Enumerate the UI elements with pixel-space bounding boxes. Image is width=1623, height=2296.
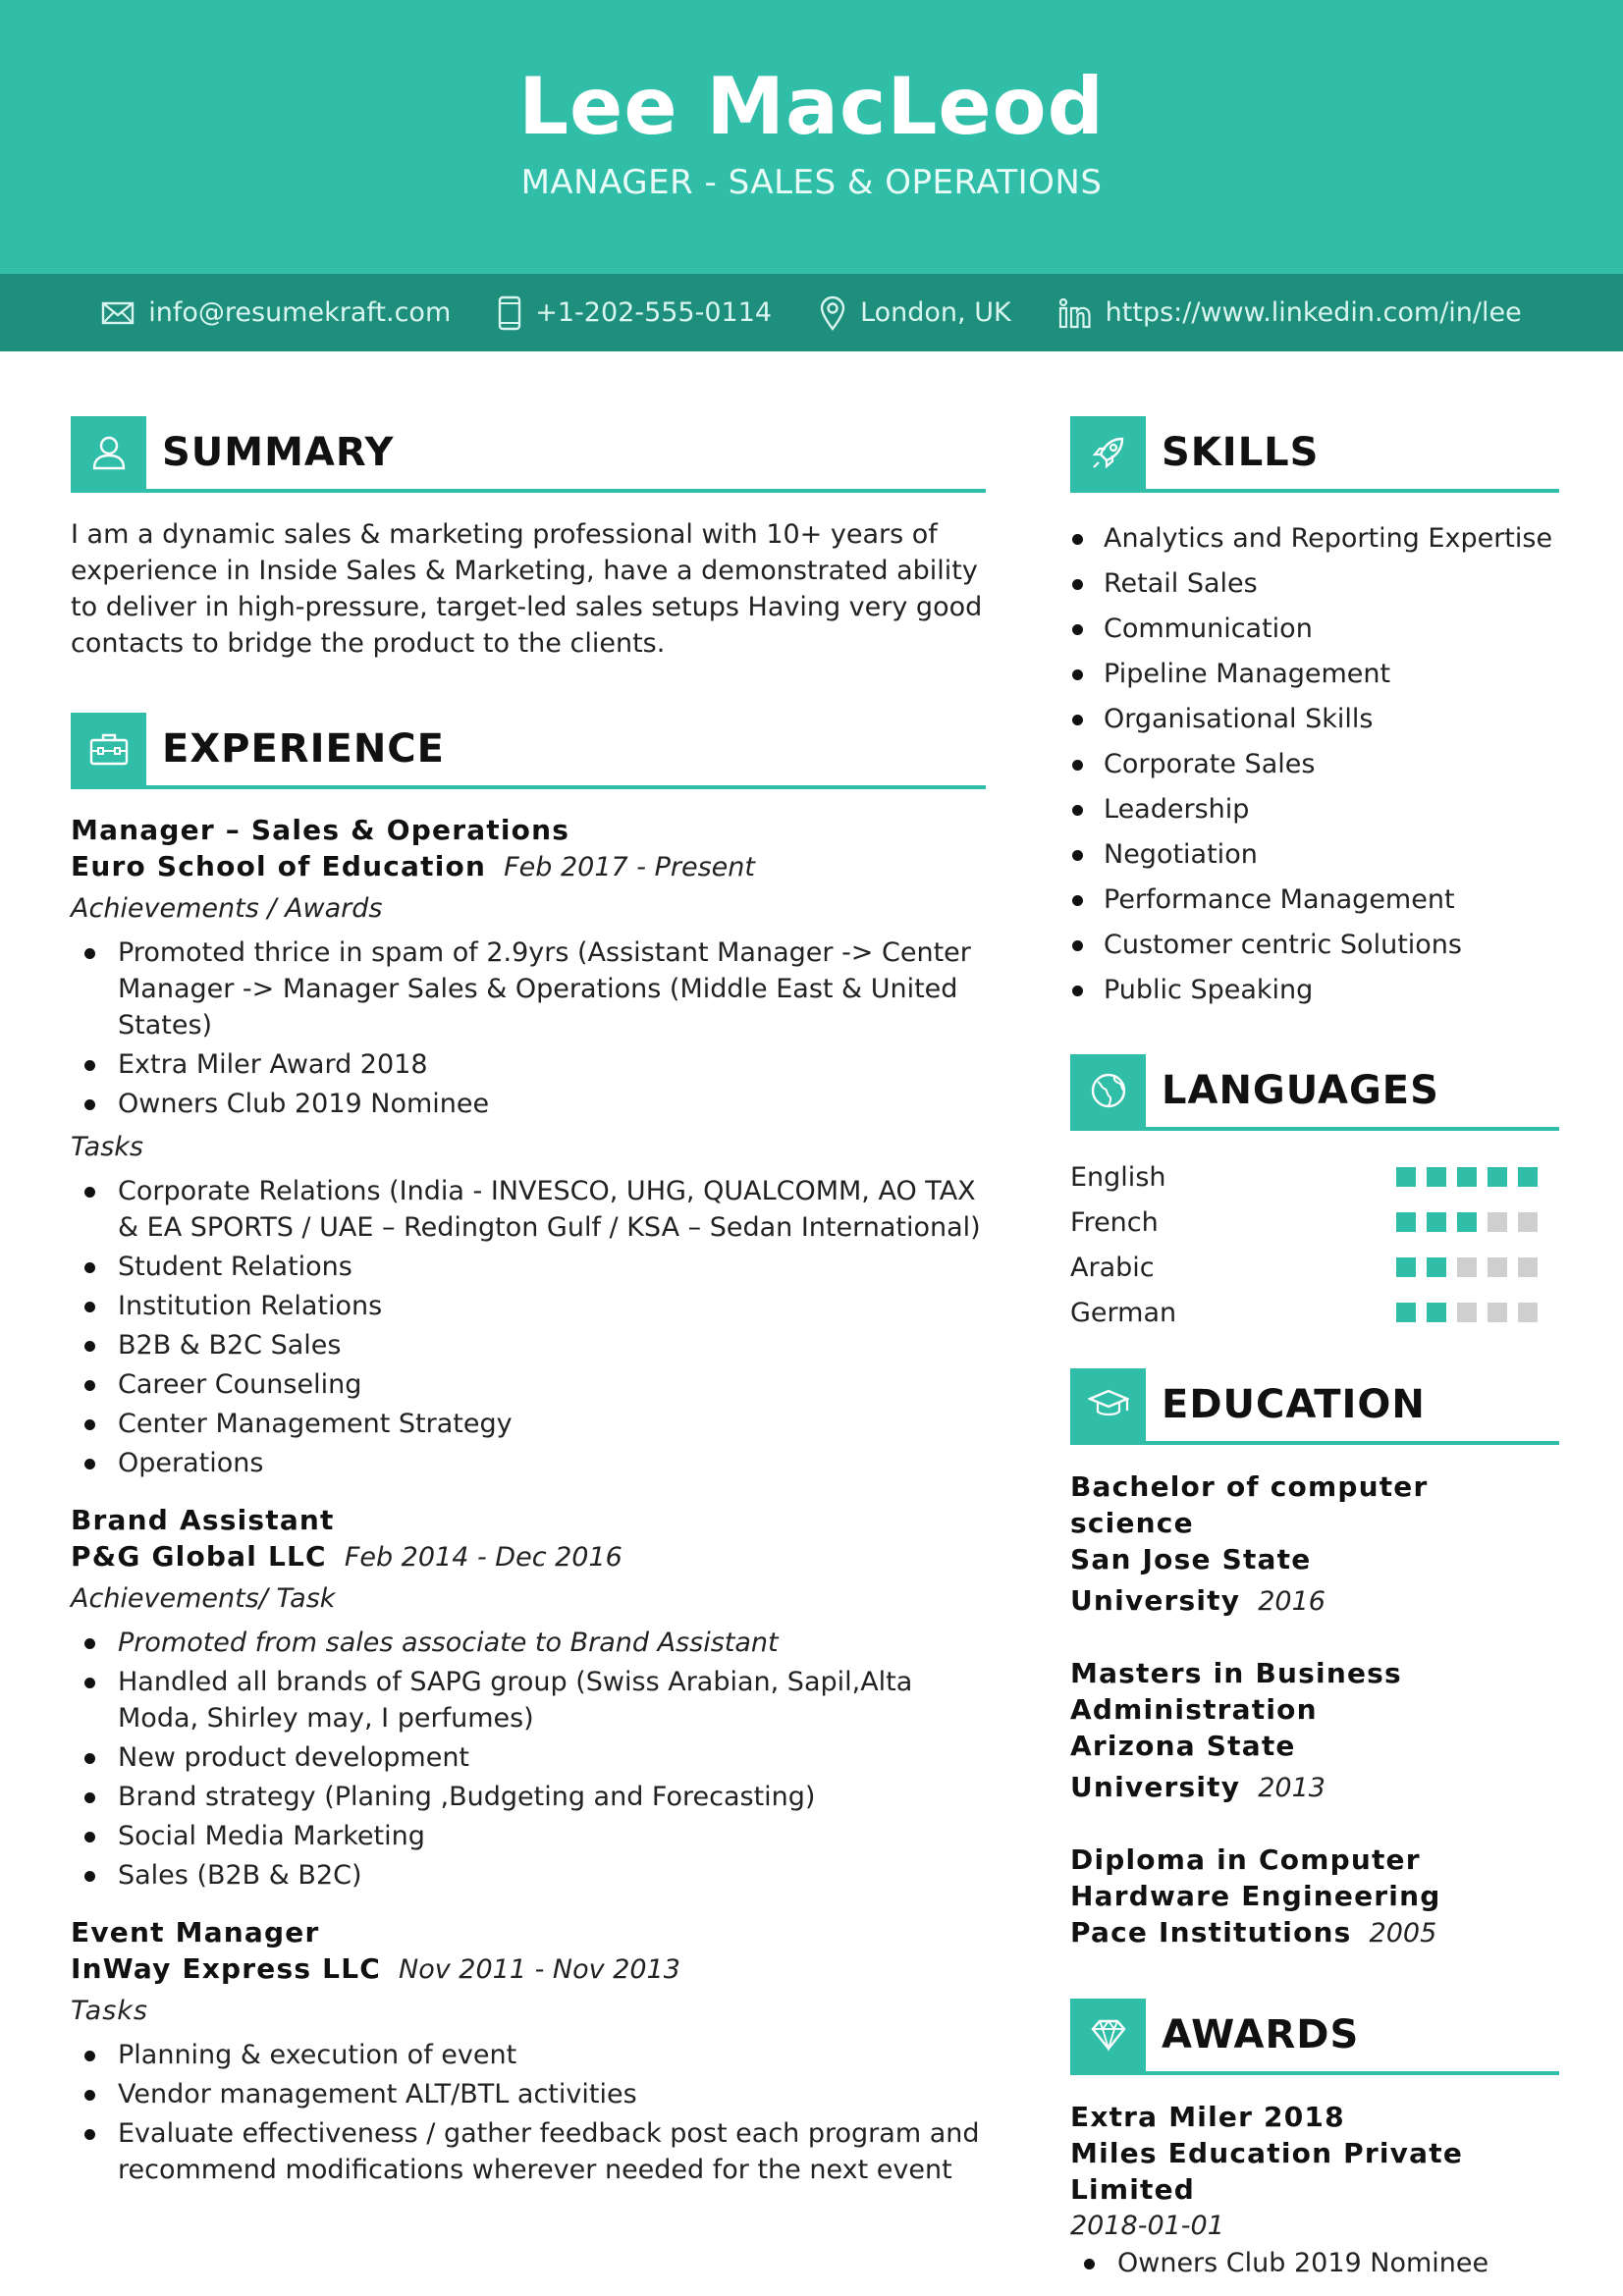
job-title: Brand Assistant [71, 1504, 335, 1536]
level-square-filled [1396, 1257, 1416, 1277]
school-name: Arizona State University [1070, 1730, 1296, 1803]
job-entry [71, 813, 986, 1481]
award-organization: Miles Education Private Limited [1070, 2137, 1464, 2206]
phone-text: +1-202-555-0114 [535, 297, 773, 328]
skill-item: Performance Management [1070, 878, 1559, 923]
location-pin-icon [819, 295, 846, 331]
languages-section-header [1070, 1054, 1559, 1131]
level-square-filled [1396, 1212, 1416, 1232]
left-column [71, 416, 986, 2210]
tasks-heading: Tasks [71, 1132, 143, 1162]
list-item: Evaluate effectiveness / gather feedback post each program and recommend modifications wherever needed for the next event [71, 2115, 986, 2188]
education-heading: EDUCATION [1162, 1382, 1426, 1427]
list-item: Student Relations [71, 1249, 986, 1285]
list-item: Center Management Strategy [71, 1406, 986, 1442]
language-level [1396, 1303, 1538, 1322]
education-item [1070, 1655, 1559, 1810]
language-level [1396, 1212, 1538, 1232]
list-item: Promoted thrice in spam of 2.9yrs (Assistant Manager -> Center Manager -> Manager Sales & Operations (Middle East & United States) [71, 934, 986, 1043]
candidate-name: Lee MacLeod [518, 61, 1105, 152]
rocket-icon [1070, 416, 1146, 489]
language-name: German [1070, 1297, 1177, 1328]
phone-icon [498, 295, 521, 331]
language-name: Arabic [1070, 1252, 1155, 1283]
list-item: New product development [71, 1739, 986, 1776]
contact-location [819, 295, 1011, 331]
level-square-filled [1518, 1167, 1538, 1187]
list-item: Handled all brands of SAPG group (Swiss Arabian, Sapil,Alta Moda, Shirley may, I perfumes) [71, 1664, 986, 1736]
level-square-filled [1427, 1257, 1446, 1277]
level-square-filled [1396, 1303, 1416, 1322]
level-square-filled [1427, 1167, 1446, 1187]
languages-heading: LANGUAGES [1162, 1068, 1439, 1113]
awards-heading: AWARDS [1162, 2012, 1360, 2057]
job-title: Event Manager [71, 1916, 320, 1949]
level-square-empty [1457, 1303, 1477, 1322]
education-section-header [1070, 1368, 1559, 1445]
tasks-list [71, 2037, 986, 2188]
language-row [1070, 1245, 1559, 1290]
job-company: InWay Express LLC [71, 1952, 382, 1985]
job-company: Euro School of Education [71, 850, 487, 882]
briefcase-icon [71, 713, 146, 785]
list-item: Sales (B2B & B2C) [71, 1857, 986, 1894]
tasks-heading: Tasks [71, 1996, 148, 2026]
skill-item: Communication [1070, 607, 1559, 652]
language-name: French [1070, 1206, 1159, 1238]
contact-phone[interactable] [498, 295, 772, 331]
award-title: Extra Miler 2018 [1070, 2101, 1345, 2133]
level-square-filled [1457, 1212, 1477, 1232]
graduation-year: 2013 [1258, 1773, 1325, 1803]
job-dates: Feb 2017 - Present [504, 852, 755, 882]
list-item: Planning & execution of event [71, 2037, 986, 2073]
skill-item: Leadership [1070, 787, 1559, 832]
language-name: English [1070, 1161, 1166, 1193]
list-item: Owners Club 2019 Nominee [71, 1086, 986, 1122]
job-company: P&G Global LLC [71, 1540, 327, 1573]
right-column [1070, 416, 1559, 2282]
globe-icon [1070, 1054, 1146, 1127]
summary-text: I am a dynamic sales & marketing professional with 10+ years of experience in Inside Sales & Marketing, have a demonstrated ability to deliver in high-pressure, target-led sales setups Having very good contacts to bridge the product to the clients. [71, 519, 983, 659]
skill-item: Analytics and Reporting Expertise [1070, 516, 1559, 561]
award-date: 2018-01-01 [1070, 2211, 1224, 2241]
summary-heading: SUMMARY [162, 430, 395, 475]
list-item: Operations [71, 1445, 986, 1481]
skills-section-header [1070, 416, 1559, 493]
envelope-icon [101, 300, 135, 326]
contact-email[interactable] [101, 297, 451, 328]
linkedin-text: https://www.linkedin.com/in/lee [1105, 297, 1522, 328]
skill-item: Corporate Sales [1070, 742, 1559, 787]
job-dates: Feb 2014 - Dec 2016 [344, 1542, 622, 1573]
skill-item: Customer centric Solutions [1070, 923, 1559, 968]
skills-list [1070, 516, 1559, 1013]
skill-item: Negotiation [1070, 832, 1559, 878]
user-icon [71, 416, 146, 489]
awards-section-header [1070, 1999, 1559, 2075]
achievements-heading: Achievements/ Task [71, 1583, 336, 1614]
contact-bar [0, 274, 1623, 351]
degree-name: Diploma in Computer Hardware Engineering [1070, 1843, 1441, 1912]
level-square-empty [1518, 1257, 1538, 1277]
diamond-icon [1070, 1999, 1146, 2071]
graduation-year: 2005 [1369, 1918, 1437, 1949]
achievements-list [71, 1625, 986, 1894]
graduation-cap-icon [1070, 1368, 1146, 1441]
level-square-filled [1488, 1167, 1507, 1187]
list-item: Vendor management ALT/BTL activities [71, 2076, 986, 2112]
experience-section-header [71, 713, 986, 789]
education-item [1070, 1842, 1559, 1955]
school-name: San Jose State University [1070, 1543, 1312, 1617]
job-title: Manager – Sales & Operations [71, 814, 570, 846]
level-square-filled [1457, 1167, 1477, 1187]
education-item [1070, 1468, 1559, 1624]
tasks-list [71, 1173, 986, 1481]
list-item: Promoted from sales associate to Brand Assistant [71, 1625, 986, 1661]
school-name: Pace Institutions [1070, 1916, 1352, 1949]
level-square-empty [1518, 1303, 1538, 1322]
achievements-heading: Achievements / Awards [71, 893, 383, 924]
language-level [1396, 1167, 1538, 1187]
award-item [1070, 2099, 1559, 2282]
languages-list [1070, 1154, 1559, 1335]
language-row [1070, 1290, 1559, 1335]
contact-linkedin[interactable] [1058, 297, 1522, 329]
list-item: Extra Miler Award 2018 [71, 1046, 986, 1083]
skill-item: Public Speaking [1070, 968, 1559, 1013]
skill-item: Retail Sales [1070, 561, 1559, 607]
achievements-list [71, 934, 986, 1122]
skills-heading: SKILLS [1162, 430, 1320, 475]
level-square-empty [1488, 1303, 1507, 1322]
job-entry [71, 1915, 986, 2188]
linkedin-icon [1058, 297, 1092, 329]
experience-heading: EXPERIENCE [162, 726, 445, 772]
level-square-empty [1457, 1257, 1477, 1277]
list-item: B2B & B2C Sales [71, 1327, 986, 1363]
language-row [1070, 1200, 1559, 1245]
list-item: Corporate Relations (India - INVESCO, UHG, QUALCOMM, AO TAX & EA SPORTS / UAE – Redington Gulf / KSA – Sedan International) [71, 1173, 986, 1246]
language-level [1396, 1257, 1538, 1277]
skill-item: Pipeline Management [1070, 652, 1559, 697]
education-list [1070, 1468, 1559, 1955]
list-item: Career Counseling [71, 1366, 986, 1403]
award-bullets [1070, 2245, 1559, 2282]
job-entry [71, 1503, 986, 1894]
level-square-filled [1396, 1167, 1416, 1187]
candidate-title: MANAGER - SALES & OPERATIONS [520, 163, 1103, 202]
location-text: London, UK [860, 297, 1011, 328]
list-item: Institution Relations [71, 1288, 986, 1324]
level-square-empty [1518, 1212, 1538, 1232]
level-square-filled [1427, 1303, 1446, 1322]
resume-header [0, 0, 1623, 274]
summary-section-header [71, 416, 986, 493]
level-square-empty [1488, 1212, 1507, 1232]
degree-name: Bachelor of computer science [1070, 1470, 1429, 1539]
list-item: Brand strategy (Planing ,Budgeting and Forecasting) [71, 1779, 986, 1815]
degree-name: Masters in Business Administration [1070, 1657, 1402, 1726]
skill-item: Organisational Skills [1070, 697, 1559, 742]
list-item: Owners Club 2019 Nominee [1070, 2245, 1559, 2282]
language-row [1070, 1154, 1559, 1200]
email-text: info@resumekraft.com [148, 297, 452, 328]
graduation-year: 2016 [1258, 1586, 1325, 1617]
level-square-empty [1488, 1257, 1507, 1277]
job-dates: Nov 2011 - Nov 2013 [399, 1954, 680, 1985]
level-square-filled [1427, 1212, 1446, 1232]
list-item: Social Media Marketing [71, 1818, 986, 1854]
